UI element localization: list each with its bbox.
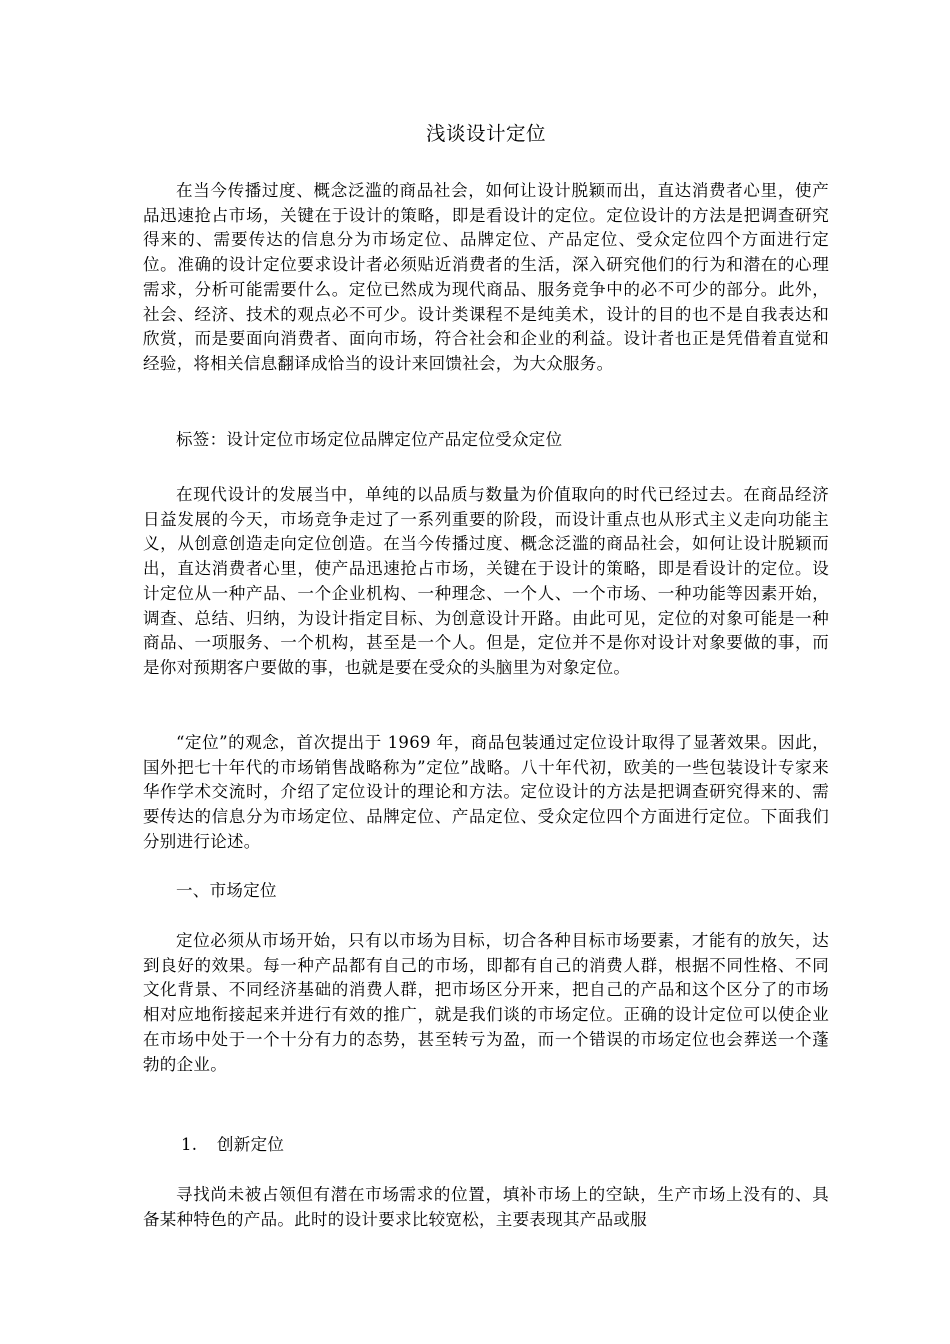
section-heading-market: 一、市场定位 [176, 881, 277, 900]
document-title: 浅谈设计定位 [425, 122, 546, 145]
intro-paragraph-1: 在现代设计的发展当中，单纯的以品质与数量为价值取向的时代已经过去。在商品经济日益发展的今天，市场竞争走过了一系列重要的阶段，而设计重点也从形式主义走向功能主义，从创意创造走向定位创造。在当今传播过度、概念泛滥的商品社会，如何让设计脱颖而出，直达消费者心里，使产品迅速抢占市场，关键在于设计的策略，即是看设计的定位。设计定位从一种产品、一个企业机构、一种理念、一个人、一个市场、一种功能等因素开始，调查、总结、归纳，为设计指定目标、为创意设计开路。由此可见，定位的对象可能是一种商品、一项服务、一个机构，甚至是一个人。但是，定位并不是你对设计对象要做的事，而是你对预期客户要做的事，也就是要在受众的头脑里为对象定位。 [143, 485, 829, 677]
section-paragraph-market: 定位必须从市场开始，只有以市场为目标，切合各种目标市场要素，才能有的放矢，达到良好的效果。每一种产品都有自己的市场，即都有自己的消费人群，根据不同性格、不同文化背景、不同经济基础的消费人群，把市场区分开来，把自己的产品和这个区分了的市场相对应地衔接起来并进行有效的推广，就是我们谈的市场定位。正确的设计定位可以使企业在市场中处于一个十分有力的态势，甚至转亏为盈，而一个错误的市场定位也会葬送一个蓬勃的企业。 [143, 931, 829, 1074]
subsection-heading-innovation [181, 1133, 284, 1158]
subsection-paragraph-innovation: 寻找尚未被占领但有潜在市场需求的位置，填补市场上的空缺，生产市场上没有的、具备某种特色的产品。此时的设计要求比较宽松，主要表现其产品或服 [143, 1185, 829, 1229]
subsection-title: 创新定位 [217, 1135, 285, 1154]
subsection-number: 1. [181, 1135, 198, 1154]
keywords-line: 标签：设计定位市场定位品牌定位产品定位受众定位 [176, 430, 563, 449]
abstract-paragraph: 在当今传播过度、概念泛滥的商品社会，如何让设计脱颖而出，直达消费者心里，使产品迅速抢占市场，关键在于设计的策略，即是看设计的定位。定位设计的方法是把调查研究得来的、需要传达的信息分为市场定位、品牌定位、产品定位、受众定位四个方面进行定位。准确的设计定位要求设计者必须贴近消费者的生活，深入研究他们的行为和潜在的心理需求，分析可能需要什么。定位已然成为现代商品、服务竞争中的必不可少的部分。此外，社会、经济、技术的观点必不可少。设计类课程不是纯美术，设计的目的也不是自我表达和欣赏，而是要面向消费者、面向市场，符合社会和企业的利益。设计者也正是凭借着直觉和经验，将相关信息翻译成恰当的设计来回馈社会，为大众服务。 [143, 181, 829, 373]
intro-paragraph-2: “定位”的观念，首次提出于 1969 年，商品包装通过定位设计取得了显著效果。因此，国外把七十年代的市场销售战略称为”定位”战略。八十年代初，欧美的一些包装设计专家来华作学术交流时，介绍了定位设计的理论和方法。定位设计的方法是把调查研究得来的、需要传达的信息分为市场定位、品牌定位、产品定位、受众定位四个方面进行定位。下面我们分别进行论述。 [143, 733, 829, 851]
